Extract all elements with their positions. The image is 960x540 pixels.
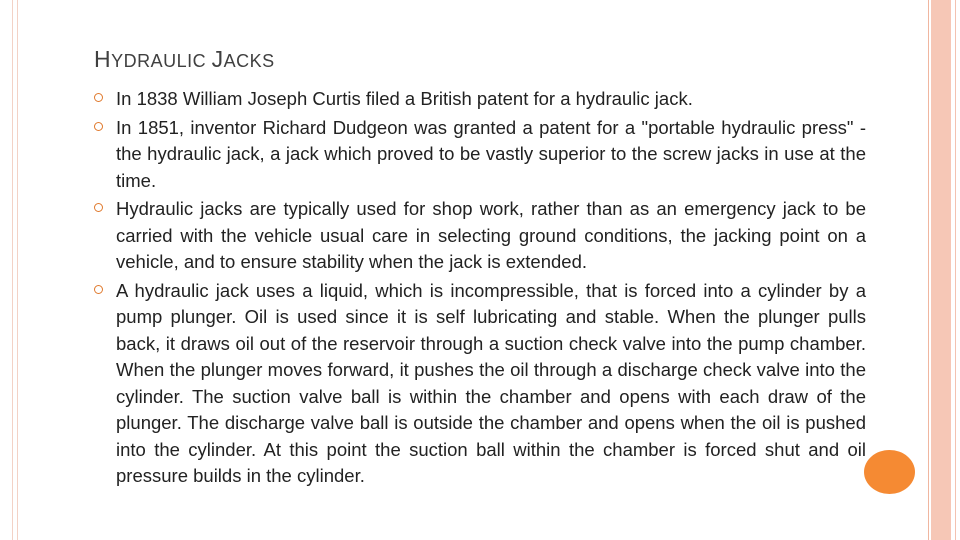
- bullet-circle-icon: [94, 203, 103, 212]
- bullet-circle-icon: [94, 122, 103, 131]
- bullet-item: [94, 278, 866, 490]
- right-border-line: [928, 0, 929, 540]
- bullet-item: [94, 115, 866, 195]
- right-decorative-stripe: [931, 0, 951, 540]
- title-text: YDRAULIC: [111, 51, 212, 71]
- title-initial: J: [211, 46, 224, 72]
- bullet-text: Hydraulic jacks are typically used for shop work, rather than as an emergency jack to be carried with the vehicle usual care in selecting ground conditions, the jacking point on a vehicle, and to ensure stability when the jack is extended.: [116, 198, 866, 272]
- decorative-orange-circle: [864, 450, 915, 494]
- left-border-line: [12, 0, 13, 540]
- bullet-text: In 1851, inventor Richard Dudgeon was granted a patent for a "portable hydraulic press" - the hydraulic jack, a jack which proved to be vastly superior to the screw jacks in use at the time.: [116, 116, 866, 191]
- slide-title: [94, 46, 275, 73]
- bullet-item: [94, 86, 866, 113]
- bullet-item: [94, 196, 866, 276]
- bullet-circle-icon: [94, 285, 103, 294]
- title-initial: H: [94, 46, 112, 72]
- left-border-line: [17, 0, 18, 540]
- bullet-list: [94, 86, 866, 492]
- title-text: ACKS: [223, 51, 275, 71]
- bullet-text: In 1838 William Joseph Curtis filed a British patent for a hydraulic jack.: [116, 88, 693, 109]
- right-border-line: [955, 0, 956, 540]
- bullet-text: A hydraulic jack uses a liquid, which is incompressible, that is forced into a cylinder by a pump plunger. Oil is used since it is self lubricating and stable. When the plunger pulls back, it draws oil out of the reservoir through a suction check valve into the pump chamber. When the plunger moves forward, it pushes the oil through a discharge check valve into the cylinder. The suction valve ball is within the chamber and opens with each draw of the plunger. The discharge valve ball is outside the chamber and opens when the oil is pushed into the cylinder. At this point the suction ball within the chamber is forced shut and oil pressure builds in the cylinder.: [116, 279, 866, 486]
- bullet-circle-icon: [94, 93, 103, 102]
